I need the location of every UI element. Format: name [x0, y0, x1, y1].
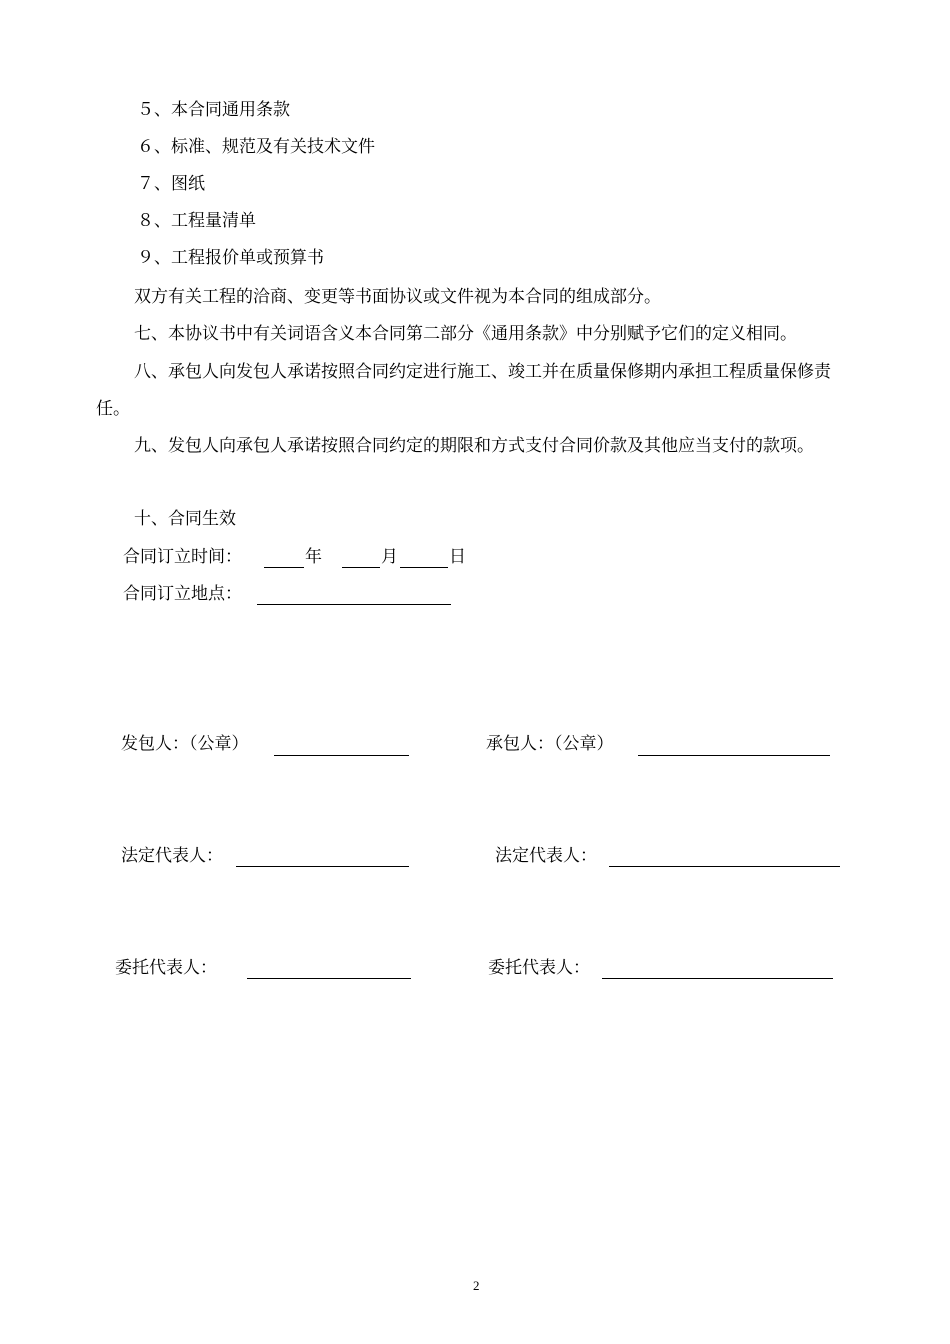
employer-agent-blank[interactable] [247, 978, 411, 979]
year-label: 年 [305, 547, 322, 567]
contract-place-blank[interactable] [257, 604, 451, 605]
paragraph-negotiation: 双方有关工程的洽商、变更等书面协议或文件视为本合同的组成部分。 [134, 287, 661, 307]
employer-seal-blank[interactable] [274, 755, 409, 756]
year-blank[interactable] [264, 567, 304, 568]
paragraph-seven: 七、本协议书中有关词语含义本合同第二部分《通用条款》中分别赋予它们的定义相同。 [134, 324, 797, 344]
employer-legal-rep-blank[interactable] [236, 866, 409, 867]
employer-agent-label: 委托代表人： [115, 958, 217, 978]
page-number: 2 [473, 1278, 480, 1293]
employer-legal-rep-label: 法定代表人： [121, 846, 223, 866]
contractor-seal-label: 承包人：（公章） [486, 734, 614, 754]
paragraph-eight: 八、承包人向发包人承诺按照合同约定进行施工、竣工并在质量保修期内承担工程质量保修责任。 [96, 362, 831, 419]
contract-place-label: 合同订立地点： [123, 584, 242, 604]
list-item-7: ７、图纸 [137, 174, 205, 194]
contractor-legal-rep-label: 法定代表人： [495, 846, 597, 866]
month-label: 月 [381, 547, 398, 567]
day-blank[interactable] [400, 567, 448, 568]
list-item-5: ５、本合同通用条款 [137, 100, 290, 120]
contractor-legal-rep-blank[interactable] [609, 866, 840, 867]
day-label: 日 [449, 547, 466, 567]
month-blank[interactable] [342, 567, 380, 568]
contractor-agent-label: 委托代表人： [488, 958, 590, 978]
contractor-agent-blank[interactable] [602, 978, 833, 979]
paragraph-ten: 十、合同生效 [134, 509, 236, 529]
employer-seal-label: 发包人：（公章） [121, 734, 249, 754]
paragraph-nine: 九、发包人向承包人承诺按照合同约定的期限和方式支付合同价款及其他应当支付的款项。 [134, 436, 814, 456]
contractor-seal-blank[interactable] [638, 755, 830, 756]
contract-time-label: 合同订立时间： [123, 547, 242, 567]
list-item-9: ９、工程报价单或预算书 [137, 248, 324, 268]
list-item-8: ８、工程量清单 [137, 211, 256, 231]
list-item-6: ６、标准、规范及有关技术文件 [137, 137, 375, 157]
